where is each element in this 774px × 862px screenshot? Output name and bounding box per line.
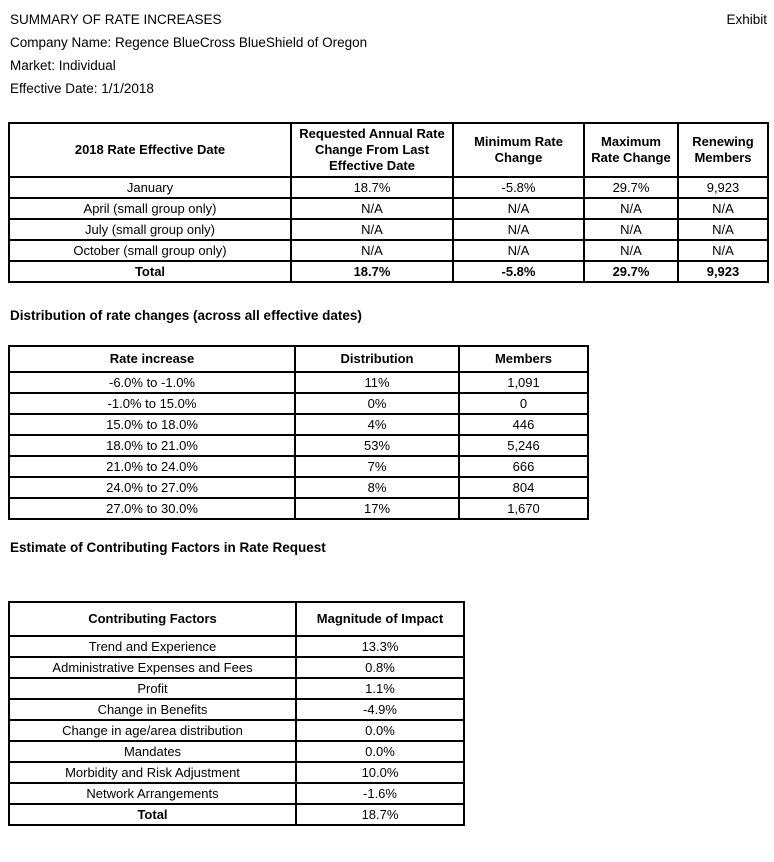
table-row (9, 636, 464, 657)
table-cell: Network Arrangements (9, 783, 296, 804)
table-cell: 0% (295, 393, 459, 414)
exhibit-label: Exhibit (726, 12, 767, 27)
table-cell: October (small group only) (9, 240, 291, 261)
table-cell: Trend and Experience (9, 636, 296, 657)
table-row (9, 456, 588, 477)
table-cell: N/A (678, 240, 768, 261)
table-cell: 18.7% (296, 804, 464, 825)
factors-section-heading: Estimate of Contributing Factors in Rate Request (10, 540, 326, 555)
table-cell: 446 (459, 414, 588, 435)
table-cell: 8% (295, 477, 459, 498)
table-cell: N/A (291, 219, 453, 240)
table-row (9, 699, 464, 720)
table-cell: Change in age/area distribution (9, 720, 296, 741)
table-cell: 13.3% (296, 636, 464, 657)
table-cell: 21.0% to 24.0% (9, 456, 295, 477)
header-row (9, 346, 588, 372)
table-cell: N/A (291, 198, 453, 219)
table-cell: -1.6% (296, 783, 464, 804)
table-row (9, 198, 768, 219)
table-cell: 804 (459, 477, 588, 498)
distribution-table-head (9, 346, 588, 372)
column-header: 2018 Rate Effective Date (9, 123, 291, 177)
table-cell: 0.0% (296, 720, 464, 741)
rate-increases-table-head (9, 123, 768, 177)
table-row (9, 372, 588, 393)
table-cell: -1.0% to 15.0% (9, 393, 295, 414)
column-header: Contributing Factors (9, 602, 296, 636)
table-cell: 10.0% (296, 762, 464, 783)
table-cell: 0 (459, 393, 588, 414)
effective-date-line: Effective Date: 1/1/2018 (10, 81, 154, 96)
table-row (9, 414, 588, 435)
market-line: Market: Individual (10, 58, 116, 73)
table-row (9, 477, 588, 498)
table-cell: N/A (453, 219, 584, 240)
table-cell: 53% (295, 435, 459, 456)
table-cell: 17% (295, 498, 459, 519)
table-cell: Change in Benefits (9, 699, 296, 720)
contributing-factors-table (8, 601, 465, 826)
table-cell: Total (9, 261, 291, 282)
table-row (9, 720, 464, 741)
table-cell: N/A (584, 219, 678, 240)
table-cell: 4% (295, 414, 459, 435)
table-row (9, 435, 588, 456)
header-row (9, 123, 768, 177)
table-cell: N/A (453, 240, 584, 261)
table-cell: 1,670 (459, 498, 588, 519)
table-cell: 666 (459, 456, 588, 477)
company-name-line: Company Name: Regence BlueCross BlueShield of Oregon (10, 35, 368, 50)
table-cell: N/A (584, 240, 678, 261)
contributing-factors-table-head (9, 602, 464, 636)
table-row (9, 219, 768, 240)
header-row (9, 602, 464, 636)
table-cell: N/A (584, 198, 678, 219)
table-cell: 15.0% to 18.0% (9, 414, 295, 435)
table-row (9, 177, 768, 198)
table-cell: N/A (291, 240, 453, 261)
table-cell: 29.7% (584, 261, 678, 282)
total-row (9, 804, 464, 825)
distribution-table-body (9, 372, 588, 519)
table-cell: Morbidity and Risk Adjustment (9, 762, 296, 783)
table-cell: 0.0% (296, 741, 464, 762)
table-cell: N/A (453, 198, 584, 219)
table-cell: N/A (678, 198, 768, 219)
column-header: Requested Annual Rate Change From Last Effective Date (291, 123, 453, 177)
column-header: Magnitude of Impact (296, 602, 464, 636)
table-cell: April (small group only) (9, 198, 291, 219)
title-row (10, 8, 767, 31)
table-cell: 7% (295, 456, 459, 477)
distribution-section-heading: Distribution of rate changes (across all effective dates) (10, 308, 362, 323)
table-cell: 18.7% (291, 177, 453, 198)
table-cell: 9,923 (678, 177, 768, 198)
column-header: Renewing Members (678, 123, 768, 177)
table-row (9, 762, 464, 783)
table-cell: 0.8% (296, 657, 464, 678)
table-row (9, 240, 768, 261)
table-cell: 18.0% to 21.0% (9, 435, 295, 456)
table-cell: Administrative Expenses and Fees (9, 657, 296, 678)
table-cell: 24.0% to 27.0% (9, 477, 295, 498)
column-header: Minimum Rate Change (453, 123, 584, 177)
table-row (9, 678, 464, 699)
table-row (9, 783, 464, 804)
table-cell: July (small group only) (9, 219, 291, 240)
table-row (9, 741, 464, 762)
rate-increases-table-body (9, 177, 768, 282)
table-cell: 1,091 (459, 372, 588, 393)
table-row (9, 498, 588, 519)
table-cell: Mandates (9, 741, 296, 762)
contributing-factors-table-body (9, 636, 464, 825)
page-title: SUMMARY OF RATE INCREASES (10, 12, 222, 27)
table-cell: N/A (678, 219, 768, 240)
table-cell: -6.0% to -1.0% (9, 372, 295, 393)
table-cell: January (9, 177, 291, 198)
document-header (10, 8, 767, 100)
column-header: Rate increase (9, 346, 295, 372)
table-cell: 9,923 (678, 261, 768, 282)
table-cell: 5,246 (459, 435, 588, 456)
table-cell: -5.8% (453, 261, 584, 282)
table-cell: 11% (295, 372, 459, 393)
distribution-table (8, 345, 589, 520)
table-cell: Profit (9, 678, 296, 699)
table-cell: Total (9, 804, 296, 825)
column-header: Distribution (295, 346, 459, 372)
table-cell: 1.1% (296, 678, 464, 699)
table-cell: 27.0% to 30.0% (9, 498, 295, 519)
table-cell: 29.7% (584, 177, 678, 198)
table-row (9, 393, 588, 414)
table-row (9, 657, 464, 678)
table-cell: -4.9% (296, 699, 464, 720)
column-header: Maximum Rate Change (584, 123, 678, 177)
rate-increases-table (8, 122, 769, 283)
total-row (9, 261, 768, 282)
table-cell: -5.8% (453, 177, 584, 198)
table-cell: 18.7% (291, 261, 453, 282)
column-header: Members (459, 346, 588, 372)
